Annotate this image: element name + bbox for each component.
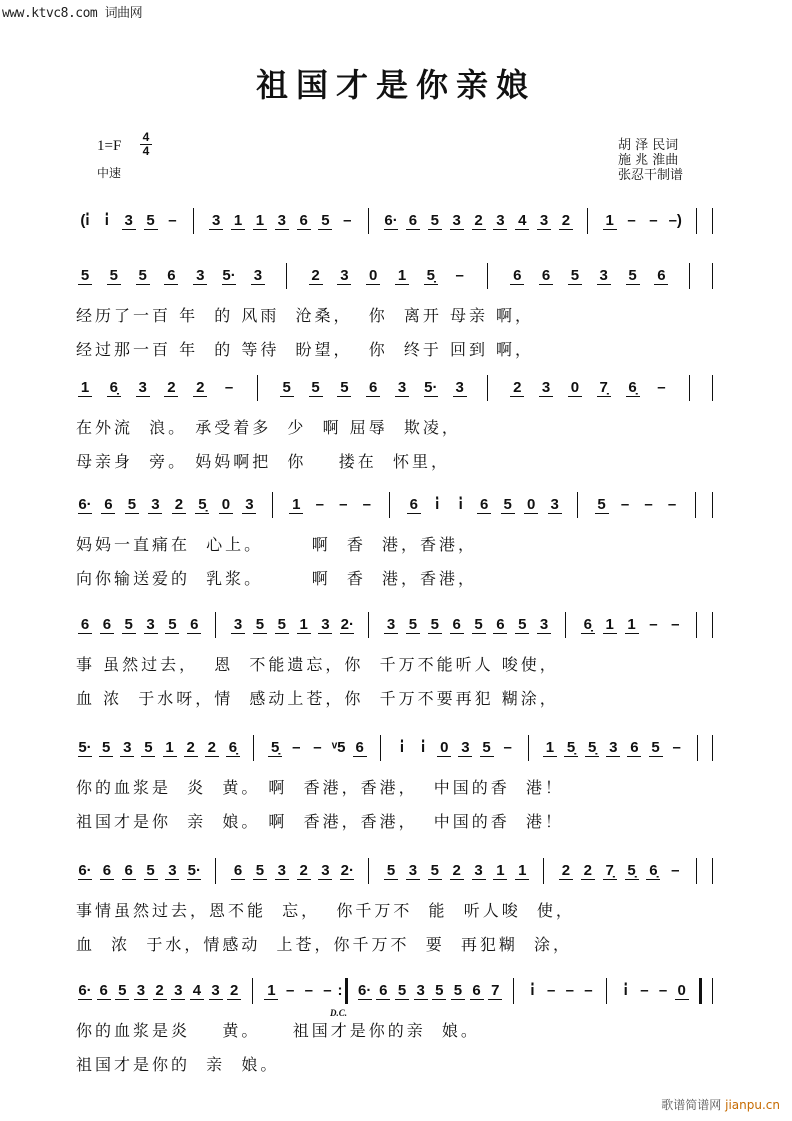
note: 3	[275, 862, 289, 880]
note: 5	[515, 616, 529, 634]
lyricist: 胡 泽 民词	[618, 138, 679, 153]
note: 6	[231, 862, 245, 880]
note: i̇	[530, 982, 535, 999]
lyric-line: 祖国才是你 亲 娘。 啊 香港，香港， 中国的香 港！	[76, 812, 564, 831]
note: 5	[115, 982, 129, 1000]
note: –	[649, 616, 658, 633]
lyric-line: 在外流 浪。 承受着多 少 啊 屈辱 欺凌，	[76, 418, 461, 437]
note: 3	[337, 267, 351, 285]
note: 6	[122, 862, 136, 880]
lyric-line: 向你输送爱的 乳浆。 啊 香 港，香港，	[76, 569, 478, 588]
note: –	[671, 616, 680, 633]
note: 3	[251, 267, 265, 285]
note: –	[304, 982, 313, 999]
barline	[253, 735, 254, 761]
note: –	[224, 379, 234, 396]
note: 5̣	[564, 739, 578, 757]
barline	[689, 263, 690, 289]
barline	[696, 208, 697, 234]
key-signature: 1=F	[97, 138, 122, 154]
note: 6̣	[107, 379, 121, 397]
note: 1	[603, 616, 617, 634]
note: –	[292, 739, 301, 756]
lyric-line: 妈妈一直痛在 心上。 啊 香 港，香港，	[76, 535, 478, 554]
note: 3	[539, 379, 553, 397]
barline	[215, 612, 216, 638]
barline	[606, 978, 607, 1004]
note: 0	[437, 739, 451, 757]
note: –	[455, 267, 464, 284]
note: 5	[501, 496, 515, 514]
note: –	[672, 739, 681, 756]
barline	[712, 492, 713, 518]
note: 6	[477, 496, 491, 514]
note: –	[547, 982, 556, 999]
note: 2·	[340, 616, 355, 633]
time-signature-bottom: 4	[140, 144, 152, 158]
note: 5̣	[585, 739, 599, 757]
lyric-line: 经过那一百 年 的 等待 盼望， 你 终于 回到 啊，	[76, 340, 535, 359]
note: 5	[122, 616, 136, 634]
note: 1	[543, 739, 557, 757]
note: –	[640, 982, 649, 999]
note: 3	[414, 982, 428, 1000]
note: 3	[165, 862, 179, 880]
note: 0	[568, 379, 582, 397]
note: –	[343, 212, 352, 229]
note: 5	[428, 212, 442, 230]
note: 5	[451, 982, 465, 1000]
note: 6̣	[581, 616, 595, 634]
note: 1	[297, 616, 311, 634]
note: 3	[193, 267, 207, 285]
note: 2	[297, 862, 311, 880]
note: 1	[231, 212, 245, 230]
arranger: 张忍干制谱	[618, 168, 684, 183]
note: 3	[597, 267, 611, 285]
composer: 施 兆 淮曲	[618, 153, 679, 168]
note: 5	[253, 616, 267, 634]
note: i̇	[104, 212, 109, 229]
note: 2	[184, 739, 198, 757]
note: 2	[172, 496, 186, 514]
note: 5	[432, 982, 446, 1000]
barline	[712, 208, 713, 234]
note: 5	[144, 212, 158, 230]
note: 1	[493, 862, 507, 880]
note: 5	[428, 616, 442, 634]
note: 5	[480, 739, 494, 757]
note: 5	[337, 379, 351, 397]
note: 1	[163, 739, 177, 757]
note: 5	[384, 862, 398, 880]
note: 2	[205, 739, 219, 757]
note: 3	[537, 616, 551, 634]
note: –	[323, 982, 332, 999]
note: –	[657, 379, 666, 396]
note: 2	[559, 212, 573, 230]
note: 2	[450, 862, 464, 880]
barline	[368, 612, 369, 638]
note: –	[658, 982, 668, 999]
barline	[712, 375, 713, 401]
note: 0	[675, 982, 689, 1000]
note: 2	[581, 862, 595, 880]
barline	[215, 858, 216, 884]
note: 3	[537, 212, 551, 230]
note: 5	[253, 862, 267, 880]
note: 5	[428, 862, 442, 880]
note: 2	[227, 982, 241, 1000]
note: 3	[453, 379, 467, 397]
watermark-top: www.ktvc8.com 词曲网	[2, 6, 143, 21]
barline	[577, 492, 578, 518]
note: –	[315, 496, 324, 513]
barline	[368, 208, 369, 234]
barline	[380, 735, 381, 761]
note: 0	[219, 496, 233, 514]
barline	[513, 978, 514, 1004]
barline	[286, 263, 287, 289]
note: 6	[493, 616, 507, 634]
note: 6	[376, 982, 390, 1000]
lyric-line: 你的血浆是炎 黄。 祖国才是你的亲 娘。	[76, 1021, 480, 1040]
note: 3	[384, 616, 398, 634]
note: –	[644, 496, 653, 513]
note: –	[620, 496, 630, 513]
note: 3	[122, 212, 136, 230]
note: ᵛ5	[331, 739, 346, 756]
note: 2	[164, 379, 178, 397]
lyric-line: 事情虽然过去，恩不能 忘， 你千万不 能 听人唆 使，	[76, 901, 575, 920]
note: 4	[515, 212, 529, 230]
note: 1	[253, 212, 267, 230]
note: 0	[524, 496, 538, 514]
barline	[389, 492, 390, 518]
watermark-bottom-en: jianpu.cn	[725, 1098, 780, 1112]
note: 5	[99, 739, 113, 757]
note: 3	[318, 616, 332, 634]
barline	[712, 612, 713, 638]
note: –	[313, 739, 322, 756]
note: 6	[366, 379, 380, 397]
note: 2	[510, 379, 524, 397]
note: 6	[78, 616, 92, 634]
note: 3	[318, 862, 332, 880]
barline	[712, 263, 713, 289]
note: 3	[493, 212, 507, 230]
note: 5	[568, 267, 582, 285]
note: 1	[515, 862, 529, 880]
watermark-bottom	[661, 1096, 780, 1113]
barline	[696, 612, 697, 638]
note: 6	[353, 739, 367, 757]
barline	[699, 978, 702, 1004]
note: –	[565, 982, 574, 999]
note: –	[339, 496, 348, 513]
note: 3	[120, 739, 134, 757]
note: 3	[209, 982, 223, 1000]
note: 6	[100, 616, 114, 634]
note: –	[285, 982, 295, 999]
note: –	[168, 212, 177, 229]
note: 3	[136, 379, 150, 397]
note: 5	[107, 267, 121, 285]
tempo-marking: 中速	[97, 166, 122, 180]
note: 5	[78, 267, 92, 285]
note: 3	[548, 496, 562, 514]
barline	[587, 208, 588, 234]
note: 6·	[78, 496, 92, 513]
lyric-line: 母亲身 旁。 妈妈啊把 你 搂在 怀里，	[76, 452, 450, 471]
note: –	[627, 212, 636, 229]
note: 3	[275, 212, 289, 230]
note: (i̇	[80, 212, 90, 229]
note: 6̣	[646, 862, 660, 880]
note: 5	[275, 616, 289, 634]
note: 6	[654, 267, 668, 285]
note: 5·	[78, 739, 92, 756]
note: 7	[488, 982, 502, 1000]
lyric-line: 经历了一百 年 的 风雨 沧桑， 你 离开 母亲 啊，	[76, 306, 535, 325]
note: 4	[190, 982, 204, 1000]
note: 3	[209, 212, 223, 230]
note: 7̣	[603, 862, 617, 880]
note: 3	[231, 616, 245, 634]
note: 5	[395, 982, 409, 1000]
note: 6	[406, 212, 420, 230]
note: i̇	[623, 982, 628, 999]
note: 6	[101, 496, 115, 514]
lyric-line: 事 虽然过去， 恩 不能遗忘，你 千万不能听人 唆使，	[76, 655, 559, 674]
note: 7̣	[597, 379, 611, 397]
note: 5	[136, 267, 150, 285]
note: 2·	[340, 862, 355, 879]
note: 5	[125, 496, 139, 514]
barline	[543, 858, 544, 884]
barline	[697, 735, 698, 761]
note: 5	[309, 379, 323, 397]
note: 6	[407, 496, 421, 514]
note: 3	[406, 862, 420, 880]
da-capo-marking: D.C.	[330, 1008, 348, 1018]
note: 5·	[222, 267, 236, 284]
note: 3	[144, 616, 158, 634]
barline	[368, 858, 369, 884]
note: –	[503, 739, 512, 756]
note: 5̣	[625, 862, 639, 880]
note: i̇	[421, 739, 426, 756]
note: 5	[472, 616, 486, 634]
note: 5	[165, 616, 179, 634]
note: 2	[153, 982, 167, 1000]
barline	[487, 375, 488, 401]
note: 6	[187, 616, 201, 634]
note: 6	[539, 267, 553, 285]
barline	[193, 208, 194, 234]
note: 5	[595, 496, 609, 514]
note: i̇	[435, 496, 440, 513]
note: 1	[289, 496, 303, 514]
barline	[712, 978, 713, 1004]
note: –	[649, 212, 658, 229]
note: i̇	[399, 739, 405, 756]
note: 6	[297, 212, 311, 230]
note: 3	[395, 379, 409, 397]
note: 1	[78, 379, 92, 397]
note: 5̣	[268, 739, 282, 757]
note: 6	[97, 982, 111, 1000]
note: 6·	[358, 982, 372, 999]
note: 6	[470, 982, 484, 1000]
barline	[272, 492, 273, 518]
note: 1	[264, 982, 278, 1000]
watermark-bottom-cn: 歌谱简谱网	[661, 1098, 722, 1112]
note: 6	[510, 267, 524, 285]
note: 3	[450, 212, 464, 230]
note: 1	[603, 212, 617, 230]
note: 3	[171, 982, 185, 1000]
barline	[712, 858, 713, 884]
note: 5	[141, 739, 155, 757]
note: 6·	[78, 982, 92, 999]
note: i̇	[458, 496, 463, 513]
note: 3	[148, 496, 162, 514]
note: –)	[668, 212, 682, 229]
lyric-line: 血 浓 于水呀，情 感动上苍，你 千万不要再犯 糊涂，	[76, 689, 559, 708]
note: 3	[458, 739, 472, 757]
barline	[689, 375, 690, 401]
note: 2	[193, 379, 207, 397]
time-signature	[140, 131, 152, 158]
note: –	[667, 496, 677, 513]
note: 6̣	[626, 379, 640, 397]
note: –	[584, 982, 593, 999]
note: 2	[309, 267, 323, 285]
barline	[257, 375, 258, 401]
note: 5	[406, 616, 420, 634]
song-title: 祖国才是你亲娘	[255, 66, 536, 104]
note: 6	[627, 739, 641, 757]
note: 3	[472, 862, 486, 880]
note: 6	[450, 616, 464, 634]
note: 5	[649, 739, 663, 757]
note: 5	[144, 862, 158, 880]
barline	[252, 978, 253, 1004]
lyric-line: 祖国才是你的 亲 娘。	[76, 1055, 280, 1074]
note: 5̣	[195, 496, 209, 514]
note: 5·	[424, 379, 438, 396]
barline	[528, 735, 529, 761]
credits	[618, 138, 683, 183]
note: 2	[472, 212, 486, 230]
note: 6·	[78, 862, 92, 879]
lyric-line: 血 浓 于水，情感动 上苍，你千万不 要 再犯糊 涂，	[76, 935, 573, 954]
barline	[565, 612, 566, 638]
repeat-sign: :	[337, 982, 343, 999]
note: 5	[318, 212, 332, 230]
note: 0	[366, 267, 380, 285]
lyric-line: 你的血浆是 炎 黄。 啊 香港，香港， 中国的香 港！	[76, 778, 564, 797]
barline	[695, 492, 696, 518]
barline	[696, 858, 697, 884]
note: 3	[242, 496, 256, 514]
barline	[487, 263, 488, 289]
note: 5·	[187, 862, 201, 879]
note: 1	[395, 267, 409, 285]
note: 6̣	[226, 739, 240, 757]
note: –	[362, 496, 371, 513]
note: –	[671, 862, 680, 879]
note: 3	[606, 739, 620, 757]
time-signature-top: 4	[142, 130, 150, 144]
note: 6	[100, 862, 114, 880]
note: 2	[559, 862, 573, 880]
note: 6	[164, 267, 178, 285]
note: 1	[625, 616, 639, 634]
note: 5	[280, 379, 294, 397]
barline	[712, 735, 713, 761]
note: 6·	[384, 212, 398, 229]
note: 3	[134, 982, 148, 1000]
note: 5	[626, 267, 640, 285]
note: 5̣	[424, 267, 438, 285]
